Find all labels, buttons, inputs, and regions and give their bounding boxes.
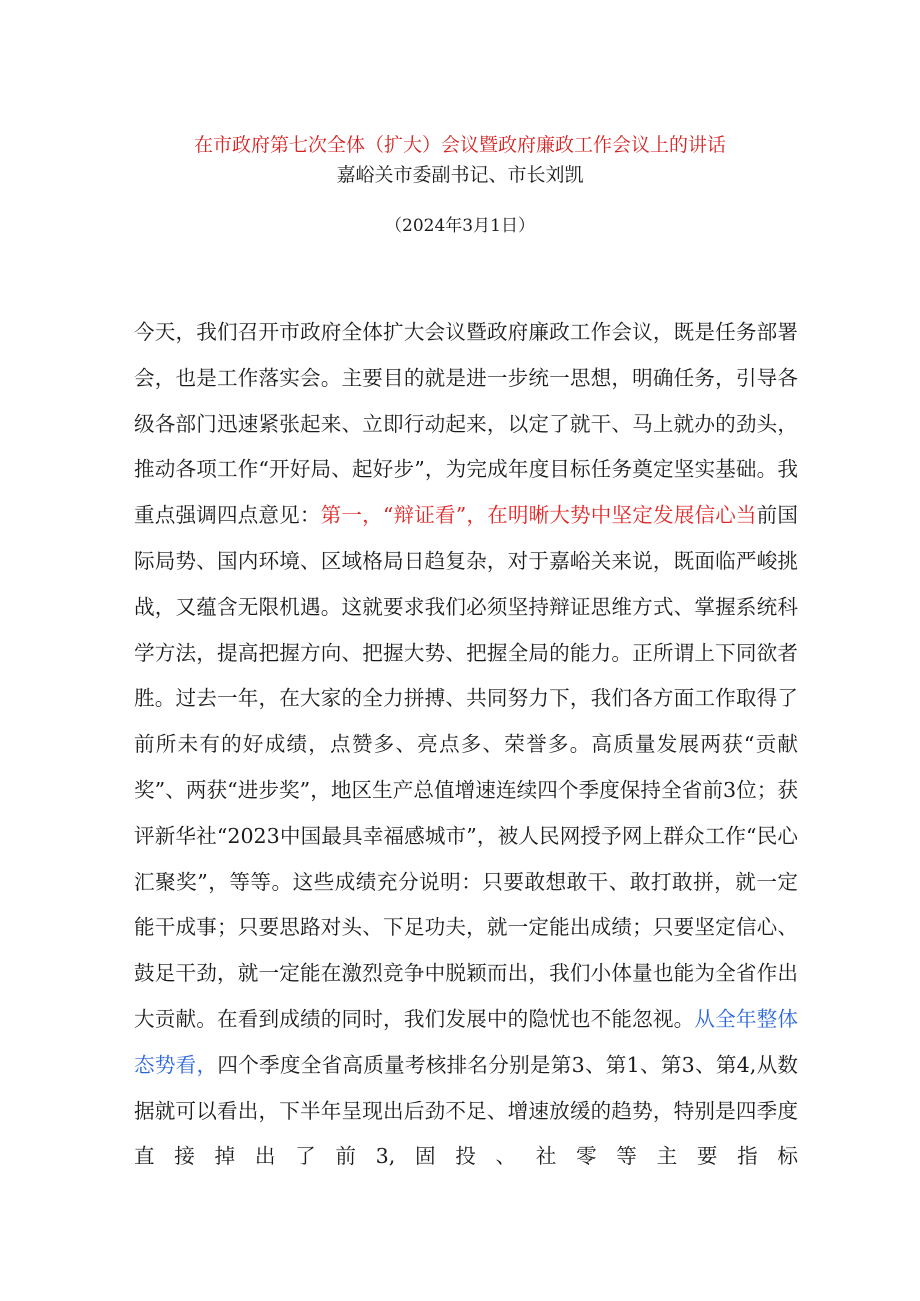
body-text-segment: 前国际局势、国内环境、区域格局日趋复杂，对于嘉峪关来说，既面临严峻挑战，又蕴含无限机遇。这就要求我们必须坚持辩证思维方式、掌握系统科学方法，提高把握方向、把握大势、把握全局的能力。正所谓上下同欲者胜。过去一年，在大家的全力拼搏、共同努力下，我们各方面工作取得了前所未有的好成绩，点赞多、亮点多、荣誉多。高质量发展两获“贡献奖”、两获“进步奖”，地区生产总值增速连续四个季度保持全省前3位；获评新华社“2023中国最具幸福感城市”，被人民网授予网上群众工作“民心汇聚奖”，等等。这些成绩充分说明：只要敢想敢干、敢打敢拼，就一定能干成事；只要思路对头、下足功夫，就一定能出成绩；只要坚定信心、鼓足干劲，就一定能在激烈竞争中脱颖而出，我们小体量也能为全省作出大贡献。在看到成绩的同时，我们发展中的隐忧也不能忽视。 (134, 503, 799, 1031)
document-author: 嘉峪关市委副书记、市长刘凯 (336, 164, 584, 186)
body-text-segment: 今天，我们召开市政府全体扩大会议暨政府廉政工作会议，既是任务部署会，也是工作落实会。主要目的就是进一步统一思想，明确任务，引导各级各部门迅速紧张起来、立即行动起来，以定了就干、马上就办的劲头，推动各项工作“开好局、起好步”，为完成年度目标任务奠定坚实基础。我重点强调四点意见： (134, 320, 798, 528)
section-heading-red: 第一，“辩证看”，在明晰大势中坚定发展信心当 (320, 503, 757, 528)
document-date: （2024年3月1日） (385, 216, 535, 236)
document-title: 在市政府第七次全体（扩大）会议暨政府廉政工作会议上的讲话 (193, 134, 726, 156)
speech-body-paragraph (134, 310, 798, 1180)
body-text-segment: 四个季度全省高质量考核排名分别是第3、第1、第3、第4,从数据就可以看出，下半年呈现出后劲不足、增速放缓的趋势，特别是四季度直接掉出了前3,固投、社零等主要指标 (134, 1052, 799, 1169)
highlight-text-blue: 从全年整体态势看， (134, 1006, 799, 1077)
